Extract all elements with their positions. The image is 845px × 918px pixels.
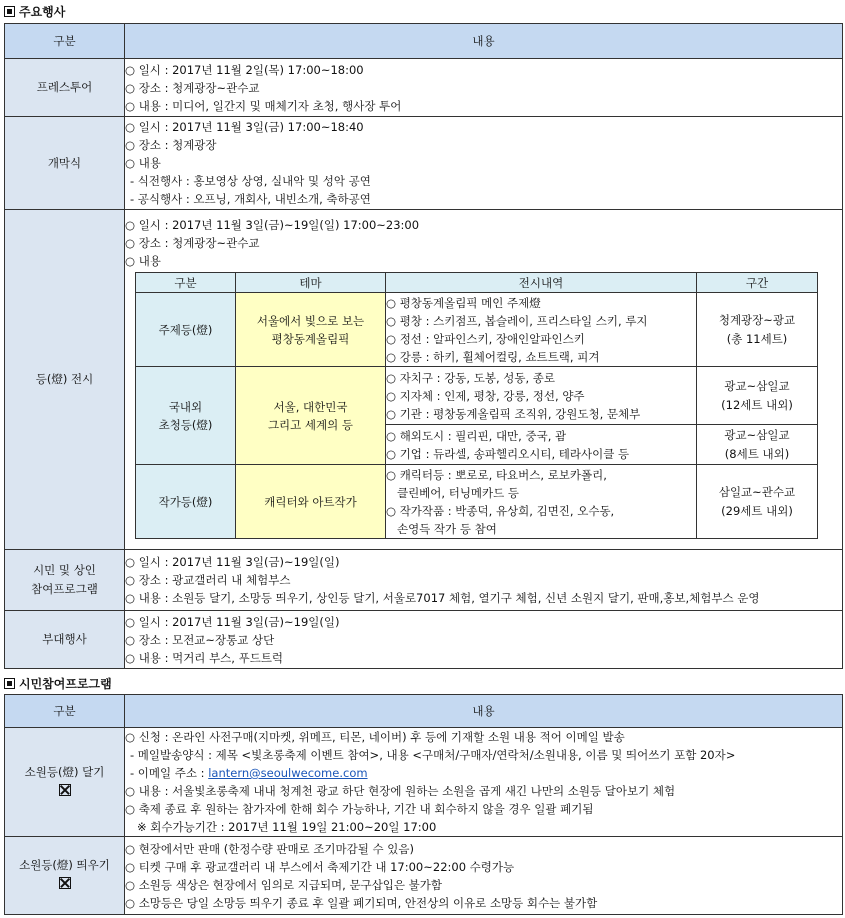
category-cell	[5, 728, 125, 837]
content-line: ○ 소원등 색상은 현장에서 임의로 지급되며, 문구삽입은 불가함	[125, 877, 443, 892]
content-line: ○ 장소 : 청계광장	[125, 138, 217, 152]
content-line: ○ 내용	[125, 156, 161, 170]
exhibit-category-text: 작가등(燈)	[158, 494, 213, 509]
exhibit-items-cell	[386, 293, 697, 367]
exhibit-theme-text: 그리고 세계의 등	[267, 417, 354, 432]
content-line: ○ 티켓 구매 후 광교갤러리 내 부스에서 축제기간 내 17:00~22:00 수령가능	[125, 859, 515, 874]
content-line: ○ 신청 : 온라인 사전구매(지마켓, 위메프, 티몬, 네이버) 후 등에 기재할 소원 내용 적어 이메일 발송	[125, 730, 625, 744]
header-content: 내용	[125, 24, 843, 59]
exhibit-theme-cell	[236, 367, 386, 465]
content-line: ○ 내용 : 서울빛초롱축제 내내 청계천 광교 하단 현장에 원하는 소원을 곱게 새긴 나만의 소원등 달아보기 체험	[125, 784, 676, 798]
content-line: ○ 소망등은 당일 소망등 띄우기 종료 후 일괄 폐기되며, 안전상의 이유로 소망등 회수는 불가함	[125, 895, 598, 910]
category-text: 소원등(燈) 달기	[24, 764, 105, 779]
content-cell	[125, 550, 843, 611]
content-cell	[125, 210, 843, 550]
exhibit-item: 손영득 작가 등 참여	[386, 521, 497, 536]
exhibit-section-cell	[697, 425, 818, 465]
content-line: ○ 장소 : 광교갤러리 내 체험부스	[125, 573, 291, 587]
content-line	[125, 764, 842, 782]
header-category: 구분	[5, 695, 125, 728]
exhibit-section-text: 광교~삼일교	[724, 378, 790, 393]
exhibit-category-cell	[136, 367, 236, 465]
content-cell	[125, 59, 843, 117]
content-line: ○ 내용 : 먹거리 부스, 푸드트럭	[125, 650, 284, 665]
exhibit-section-text: 삼일교~관수교	[718, 484, 796, 499]
exhibit-theme-text: 서울, 대한민국	[273, 399, 348, 414]
content-line: ○ 일시 : 2017년 11월 3일(금)~19일(일) 17:00~23:00	[125, 218, 420, 232]
exhibit-section-cell	[697, 465, 818, 539]
exhibit-section-text: (12세트 내외)	[721, 397, 793, 412]
exhibit-section-text: (총 11세트)	[726, 331, 788, 346]
exhibit-section-text: 광교~삼일교	[724, 427, 790, 442]
category-cell: 프레스투어	[5, 59, 125, 117]
exhibit-theme-cell	[236, 465, 386, 539]
content-line: ○ 장소 : 청계광장~관수교	[125, 80, 260, 95]
content-line: ○ 일시 : 2017년 11월 3일(금) 17:00~18:40	[125, 120, 364, 134]
exhibit-theme-text: 평창동계올림픽	[271, 331, 350, 346]
table-row	[5, 728, 843, 837]
exhibit-item: ○ 지자체 : 인제, 평창, 강릉, 정선, 양주	[386, 388, 585, 403]
exhibit-header-category: 구분	[136, 273, 236, 293]
section-title-text: 주요행사	[19, 5, 66, 19]
content-line: ○ 일시 : 2017년 11월 3일(금)~19일(일)	[125, 614, 340, 629]
exhibit-category-cell	[136, 293, 236, 367]
table-row	[5, 210, 843, 550]
content-line: ※ 회수가능기간 : 2017년 11월 19일 21:00~20일 17:00	[137, 820, 437, 834]
content-cell	[125, 611, 843, 669]
exhibit-theme-text: 캐릭터와 아트작가	[264, 494, 357, 509]
category-text: 참여프로그램	[31, 582, 98, 596]
exhibit-item: 클린베어, 터닝메카드 등	[386, 485, 520, 500]
exhibit-section-text: (29세트 내외)	[721, 503, 793, 518]
exhibit-theme-text: 서울에서 빛으로 보는	[256, 313, 365, 328]
exhibit-item: ○ 캐릭터등 : 뽀로로, 타요버스, 로보카폴리,	[386, 467, 607, 482]
checkbox-x-icon	[59, 877, 71, 889]
exhibit-table	[135, 272, 818, 539]
content-line: ○ 축제 종료 후 원하는 참가자에 한해 회수 가능하나, 기간 내 회수하지 않을 경우 일괄 폐기됨	[125, 802, 594, 816]
section-title-text: 시민참여프로그램	[19, 677, 112, 691]
exhibit-category-text: 국내외	[168, 399, 203, 414]
email-link[interactable]: lantern@seoulwecome.com	[208, 766, 368, 780]
exhibit-category-cell	[136, 465, 236, 539]
exhibit-item: ○ 작가작품 : 박종덕, 유상희, 김면진, 오수동,	[386, 503, 615, 518]
header-content: 내용	[125, 695, 843, 728]
exhibit-theme-cell	[236, 293, 386, 367]
email-label: - 이메일 주소 :	[130, 766, 209, 780]
content-line: - 식전행사 : 홍보영상 상영, 실내악 및 성악 공연	[130, 174, 371, 188]
exhibit-header-items: 전시내역	[386, 273, 697, 293]
category-text: 시민 및 상인	[33, 563, 96, 577]
exhibit-section-text: (8세트 내외)	[724, 446, 790, 461]
exhibit-item: ○ 기업 : 듀라셀, 송파헬리오시티, 테라사이클 등	[386, 446, 630, 461]
content-cell	[125, 837, 843, 915]
category-cell: 등(燈) 전시	[5, 210, 125, 550]
exhibit-section-cell	[697, 367, 818, 425]
table-row	[5, 59, 843, 117]
content-line: ○ 장소 : 청계광장~관수교	[125, 236, 260, 250]
exhibit-header-theme: 테마	[236, 273, 386, 293]
exhibit-item: ○ 평창동계올림픽 메인 주제燈	[386, 295, 541, 310]
section-title-main-events	[4, 3, 65, 21]
square-bullet-icon	[4, 678, 15, 689]
table-row	[5, 550, 843, 611]
content-line: - 메일발송양식 : 제목 <빛초롱축제 이벤트 참여>, 내용 <구매처/구매자/연락처/소원내용, 이름 및 띄어쓰기 포함 20자>	[130, 748, 736, 762]
content-cell	[125, 728, 843, 837]
header-category: 구분	[5, 24, 125, 59]
category-cell: 개막식	[5, 117, 125, 210]
exhibit-section-text: 청계광장~광교	[718, 312, 796, 327]
content-line: ○ 내용	[125, 254, 161, 268]
exhibit-item: ○ 평창 : 스키점프, 봅슬레이, 프리스타일 스키, 루지	[386, 313, 648, 328]
table-row	[5, 117, 843, 210]
exhibit-items-cell	[386, 465, 697, 539]
section-title-citizen-programs	[4, 675, 112, 693]
content-line: ○ 현장에서만 판매 (한정수량 판매로 조기마감될 수 있음)	[125, 841, 414, 856]
citizen-programs-table	[4, 694, 843, 915]
main-events-table	[4, 23, 843, 669]
exhibit-item: ○ 해외도시 : 필리핀, 대만, 중국, 괌	[386, 428, 567, 443]
exhibit-category-text: 주제등(燈)	[158, 322, 213, 337]
content-line: ○ 장소 : 모전교~장통교 상단	[125, 632, 275, 647]
table-row	[5, 611, 843, 669]
content-line: ○ 내용 : 미디어, 일간지 및 매체기자 초청, 행사장 투어	[125, 98, 402, 113]
exhibit-category-text: 초청등(燈)	[158, 417, 213, 432]
exhibit-item: ○ 강릉 : 하키, 휠체어컬링, 쇼트트랙, 피겨	[386, 349, 600, 364]
exhibit-items-cell	[386, 425, 697, 465]
content-cell	[125, 117, 843, 210]
category-cell: 부대행사	[5, 611, 125, 669]
content-line: ○ 일시 : 2017년 11월 2일(목) 17:00~18:00	[125, 62, 364, 77]
checkbox-x-icon	[59, 784, 71, 796]
category-cell	[5, 550, 125, 611]
category-cell	[5, 837, 125, 915]
content-line: ○ 내용 : 소원등 달기, 소망등 띄우기, 상인등 달기, 서울로7017 체험, 열기구 체험, 신년 소원지 달기, 판매,홍보,체험부스 운영	[125, 591, 760, 605]
exhibit-item: ○ 기관 : 평창동계올림픽 조직위, 강원도청, 문체부	[386, 406, 641, 421]
category-text: 소원등(燈) 띄우기	[19, 858, 110, 872]
table-row	[5, 837, 843, 915]
exhibit-items-cell	[386, 367, 697, 425]
square-bullet-icon	[4, 6, 15, 17]
exhibit-item: ○ 자치구 : 강동, 도봉, 성동, 종로	[386, 370, 556, 385]
exhibit-item: ○ 정선 : 알파인스키, 장애인알파인스키	[386, 331, 585, 346]
content-line: ○ 일시 : 2017년 11월 3일(금)~19일(일)	[125, 555, 340, 569]
content-line: - 공식행사 : 오프닝, 개회사, 내빈소개, 축하공연	[130, 192, 371, 206]
exhibit-section-cell	[697, 293, 818, 367]
exhibit-header-section: 구간	[697, 273, 818, 293]
